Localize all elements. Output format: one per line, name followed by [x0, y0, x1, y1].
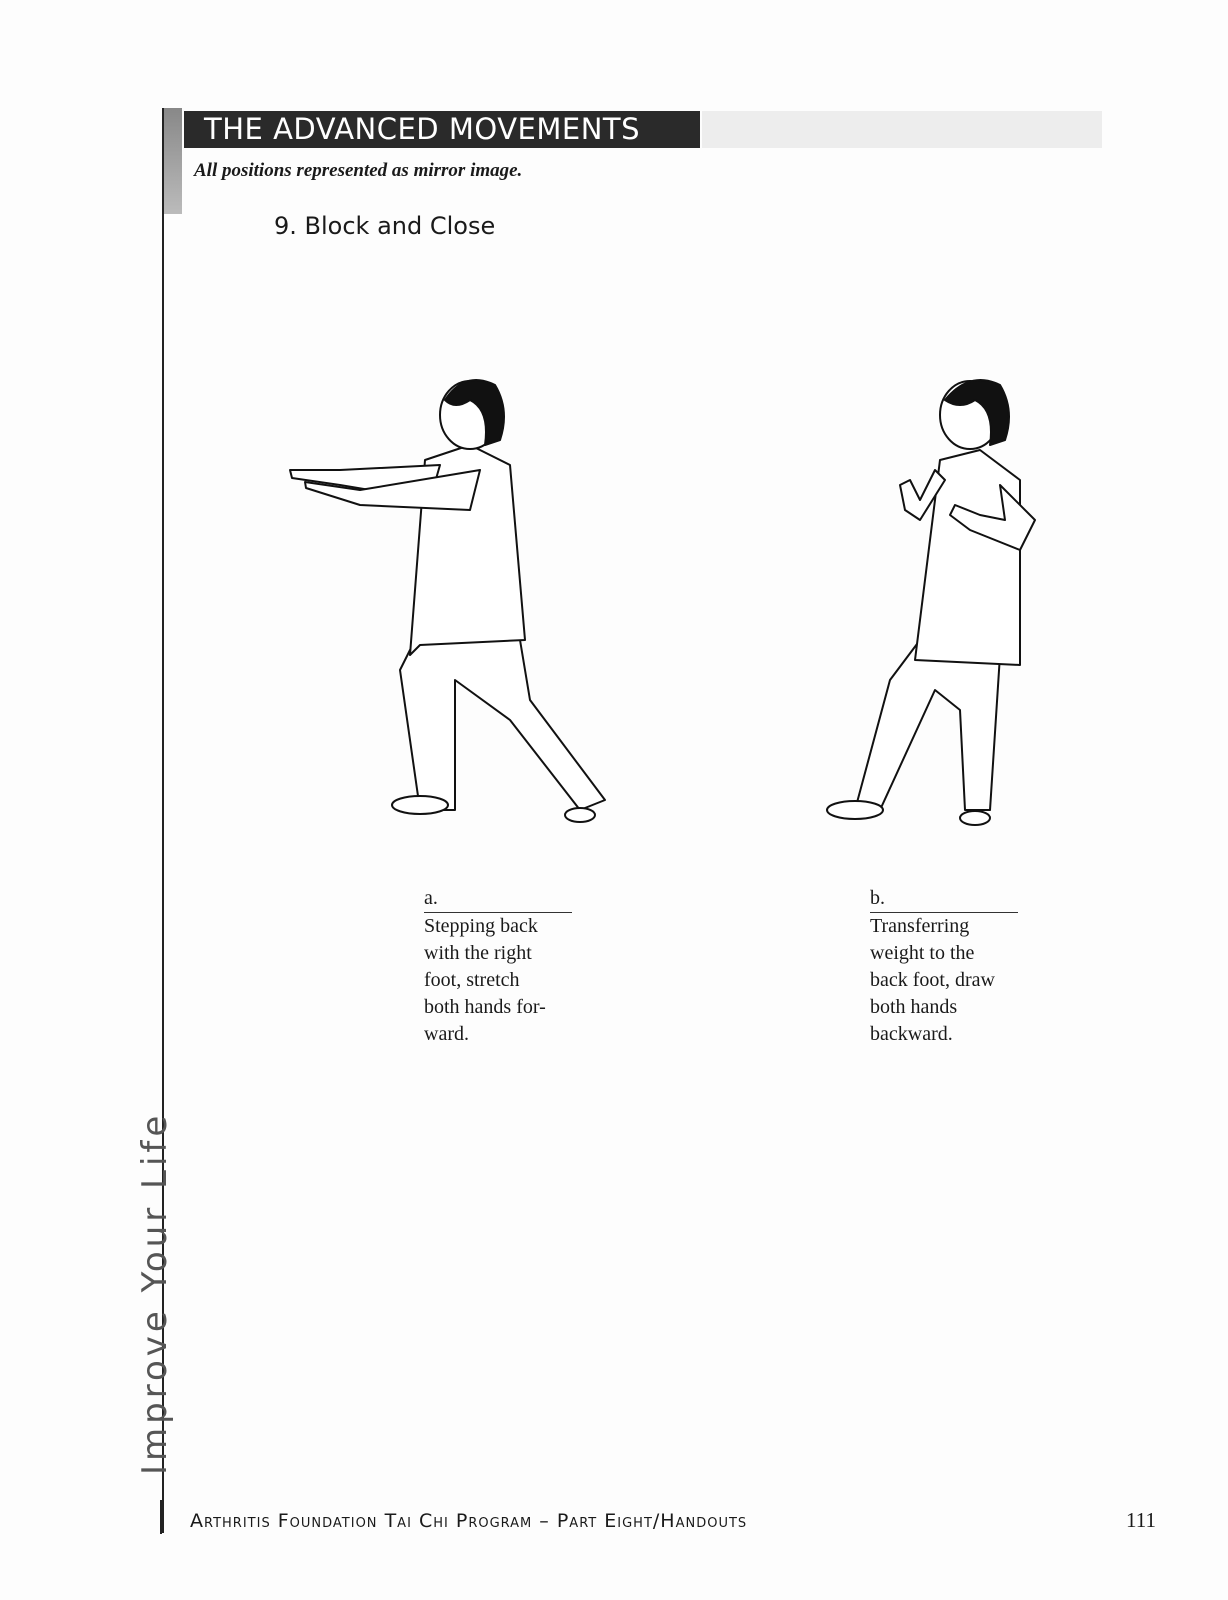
- figure-b-caption: [870, 885, 1018, 1048]
- caption-line: foot, stretch: [424, 969, 520, 991]
- figure-a-caption: [424, 885, 572, 1048]
- caption-line: backward.: [870, 1023, 953, 1045]
- section-title: 9. Block and Close: [274, 212, 496, 240]
- caption-line: weight to the: [870, 942, 975, 964]
- figure-a-illustration: [280, 370, 620, 850]
- page-number: 111: [1126, 1508, 1156, 1532]
- caption-line: with the right: [424, 942, 532, 964]
- caption-line: both hands for-: [424, 996, 546, 1018]
- footer-rule: [160, 1500, 162, 1534]
- footer-text: Arthritis Foundation Tai Chi Program – Part Eight/Handouts: [190, 1510, 748, 1532]
- page-title: THE ADVANCED MOVEMENTS: [184, 111, 700, 148]
- figure-b-illustration: [820, 370, 1060, 850]
- caption-line: ward.: [424, 1023, 469, 1045]
- caption-line: back foot, draw: [870, 969, 995, 991]
- figure-b-letter: b.: [870, 885, 1018, 913]
- caption-line: both hands: [870, 996, 958, 1018]
- figure-a-letter: a.: [424, 885, 572, 913]
- header-gray-band: [164, 108, 182, 214]
- caption-line: Transferring: [870, 915, 970, 937]
- bleed-through-bar: [702, 111, 1102, 148]
- page-subtitle: All positions represented as mirror image.: [194, 160, 523, 181]
- side-tagline: Improve Your Life: [135, 1111, 175, 1475]
- caption-line: Stepping back: [424, 915, 538, 937]
